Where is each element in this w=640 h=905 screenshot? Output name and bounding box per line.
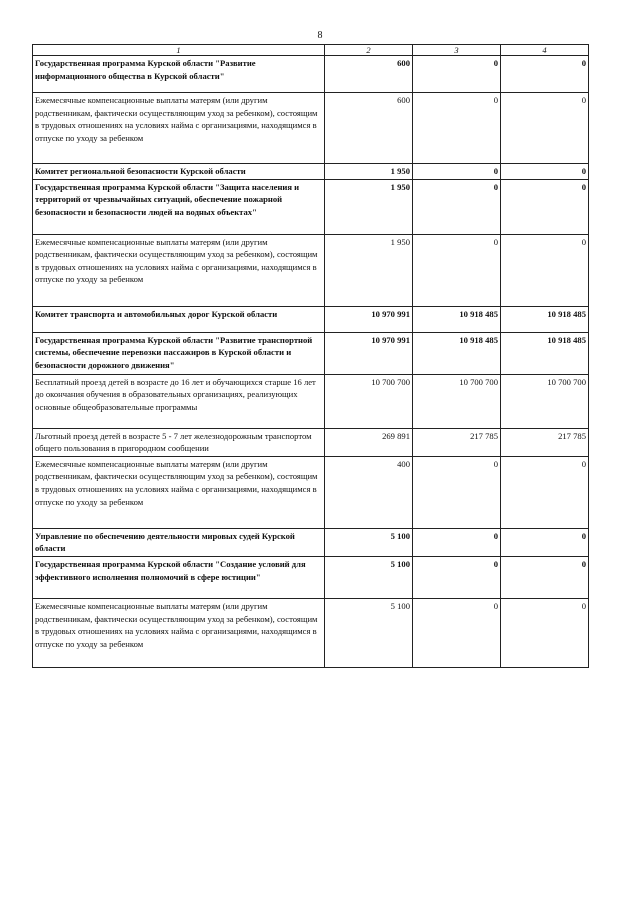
row-value-col2: 1 950 bbox=[325, 164, 413, 180]
row-label: Комитет региональной безопасности Курской области bbox=[33, 164, 325, 180]
table-row bbox=[33, 179, 589, 234]
table-row bbox=[33, 164, 589, 180]
row-value-col4: 0 bbox=[501, 456, 589, 528]
row-label: Ежемесячные компенсационные выплаты матерям (или другим родственникам, фактически осуществляющим уход за ребенком), состоящим в трудовых отношениях на условиях найма с организациями, находящимся в отпуске по уходу за ребенком bbox=[33, 456, 325, 528]
row-value-col4: 0 bbox=[501, 556, 589, 598]
row-label: Ежемесячные компенсационные выплаты матерям (или другим родственникам, фактически осуществляющим уход за ребенком), состоящим в трудовых отношениях на условиях найма с организациями, находящимся в отпуске по уходу за ребенком bbox=[33, 234, 325, 306]
row-label: Государственная программа Курской области "Создание условий для эффективного исполнения полномочий в сфере юстиции" bbox=[33, 556, 325, 598]
row-value-col2: 5 100 bbox=[325, 528, 413, 556]
row-value-col2: 269 891 bbox=[325, 428, 413, 456]
row-value-col4: 10 700 700 bbox=[501, 374, 589, 428]
row-value-col4: 0 bbox=[501, 234, 589, 306]
row-label: Льготный проезд детей в возрасте 5 - 7 лет железнодорожным транспортом общего пользования в пригородном сообщении bbox=[33, 428, 325, 456]
table-row bbox=[33, 234, 589, 306]
row-value-col3: 10 700 700 bbox=[413, 374, 501, 428]
page-number: 8 bbox=[317, 30, 323, 41]
row-value-col3: 0 bbox=[413, 164, 501, 180]
table-row bbox=[33, 332, 589, 374]
table-header-row bbox=[33, 45, 589, 56]
row-value-col2: 5 100 bbox=[325, 598, 413, 667]
row-value-col2: 600 bbox=[325, 56, 413, 93]
row-value-col3: 0 bbox=[413, 598, 501, 667]
row-value-col2: 1 950 bbox=[325, 234, 413, 306]
row-value-col3: 10 918 485 bbox=[413, 306, 501, 332]
row-value-col3: 10 918 485 bbox=[413, 332, 501, 374]
table-row bbox=[33, 456, 589, 528]
column-header-3: 3 bbox=[413, 45, 501, 56]
row-value-col2: 10 970 991 bbox=[325, 332, 413, 374]
row-label: Ежемесячные компенсационные выплаты матерям (или другим родственникам, фактически осуществляющим уход за ребенком), состоящим в трудовых отношениях на условиях найма с организациями, находящимся в отпуске по уходу за ребенком bbox=[33, 93, 325, 164]
row-value-col2: 10 970 991 bbox=[325, 306, 413, 332]
row-value-col4: 0 bbox=[501, 528, 589, 556]
column-header-2: 2 bbox=[325, 45, 413, 56]
row-value-col2: 5 100 bbox=[325, 556, 413, 598]
row-value-col3: 0 bbox=[413, 56, 501, 93]
row-value-col4: 0 bbox=[501, 56, 589, 93]
table-row bbox=[33, 598, 589, 667]
table-row bbox=[33, 556, 589, 598]
budget-table bbox=[32, 44, 589, 668]
table-row bbox=[33, 306, 589, 332]
row-label: Бесплатный проезд детей в возрасте до 16 лет и обучающихся старше 16 лет до окончания обучения в образовательных организациях, реализующих основные общеобразовательные программы bbox=[33, 374, 325, 428]
table-row bbox=[33, 56, 589, 93]
row-value-col4: 217 785 bbox=[501, 428, 589, 456]
row-label: Государственная программа Курской области "Развитие транспортной системы, обеспечение перевозки пассажиров в Курской области и безопасности дорожного движения" bbox=[33, 332, 325, 374]
table-row bbox=[33, 93, 589, 164]
row-value-col2: 10 700 700 bbox=[325, 374, 413, 428]
row-value-col3: 0 bbox=[413, 179, 501, 234]
table-row bbox=[33, 528, 589, 556]
row-value-col2: 400 bbox=[325, 456, 413, 528]
row-label: Комитет транспорта и автомобильных дорог Курской области bbox=[33, 306, 325, 332]
row-value-col4: 10 918 485 bbox=[501, 332, 589, 374]
row-label: Государственная программа Курской области "Защита населения и территорий от чрезвычайных ситуаций, обеспечение пожарной безопасности и безопасности людей на водных объектах" bbox=[33, 179, 325, 234]
row-value-col3: 0 bbox=[413, 528, 501, 556]
row-label: Государственная программа Курской области "Развитие информационного общества в Курской области" bbox=[33, 56, 325, 93]
row-value-col4: 10 918 485 bbox=[501, 306, 589, 332]
column-header-4: 4 bbox=[501, 45, 589, 56]
row-value-col4: 0 bbox=[501, 93, 589, 164]
column-header-1: 1 bbox=[33, 45, 325, 56]
row-value-col4: 0 bbox=[501, 598, 589, 667]
row-value-col2: 600 bbox=[325, 93, 413, 164]
table-row bbox=[33, 428, 589, 456]
row-value-col3: 0 bbox=[413, 556, 501, 598]
row-label: Ежемесячные компенсационные выплаты матерям (или другим родственникам, фактически осуществляющим уход за ребенком), состоящим в трудовых отношениях на условиях найма с организациями, находящимся в отпуске по уходу за ребенком bbox=[33, 598, 325, 667]
row-value-col3: 0 bbox=[413, 456, 501, 528]
row-value-col2: 1 950 bbox=[325, 179, 413, 234]
row-value-col3: 0 bbox=[413, 234, 501, 306]
row-value-col3: 0 bbox=[413, 93, 501, 164]
row-value-col3: 217 785 bbox=[413, 428, 501, 456]
row-label: Управление по обеспечению деятельности мировых судей Курской области bbox=[33, 528, 325, 556]
table-row bbox=[33, 374, 589, 428]
row-value-col4: 0 bbox=[501, 179, 589, 234]
row-value-col4: 0 bbox=[501, 164, 589, 180]
